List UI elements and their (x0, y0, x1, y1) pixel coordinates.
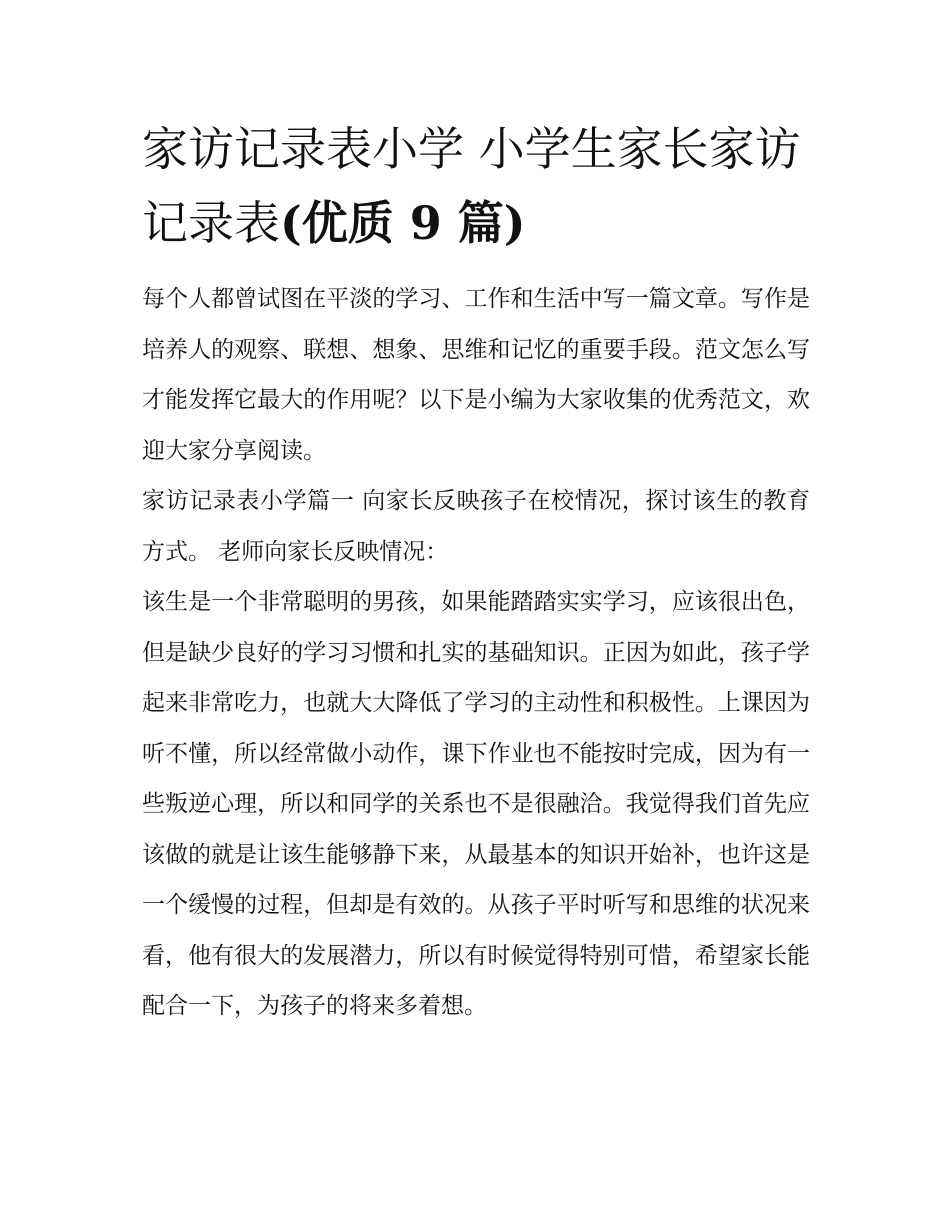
section-heading-paragraph: 家访记录表小学篇一 向家长反映孩子在校情况，探讨该生的教育方式。 老师向家长反映情况： (142, 488, 810, 565)
body-paragraph: 该生是一个非常聪明的男孩，如果能踏踏实实学习，应该很出色，但是缺少良好的学习习惯和扎实的基础知识。正因为如此，孩子学起来非常吃力，也就大大降低了学习的主动性和积极性。上课因为听不懂，所以经常做小动作，课下作业也不能按时完成，因为有一些叛逆心理，所以和同学的关系也不是很融洽。我觉得我们首先应该做的就是让该生能够静下来，从最基本的知识开始补，也许这是一个缓慢的过程，但却是有效的。从孩子平时听写和思维的状况来看，他有很大的发展潜力，所以有时候觉得特别可惜，希望家长能配合一下，为孩子的将来多着想。 (142, 589, 810, 1019)
intro-paragraph: 每个人都曾试图在平淡的学习、工作和生活中写一篇文章。写作是培养人的观察、联想、想象、思维和记忆的重要手段。范文怎么写才能发挥它最大的作用呢？以下是小编为大家收集的优秀范文，欢迎大家分享阅读。 (142, 286, 810, 464)
document-title (142, 112, 810, 260)
document-title-main: 家访记录表小学 小学生家长家访记录表 (142, 122, 801, 250)
document-page (142, 112, 810, 1032)
document-title-suffix: (优质 9 篇) (280, 196, 526, 250)
